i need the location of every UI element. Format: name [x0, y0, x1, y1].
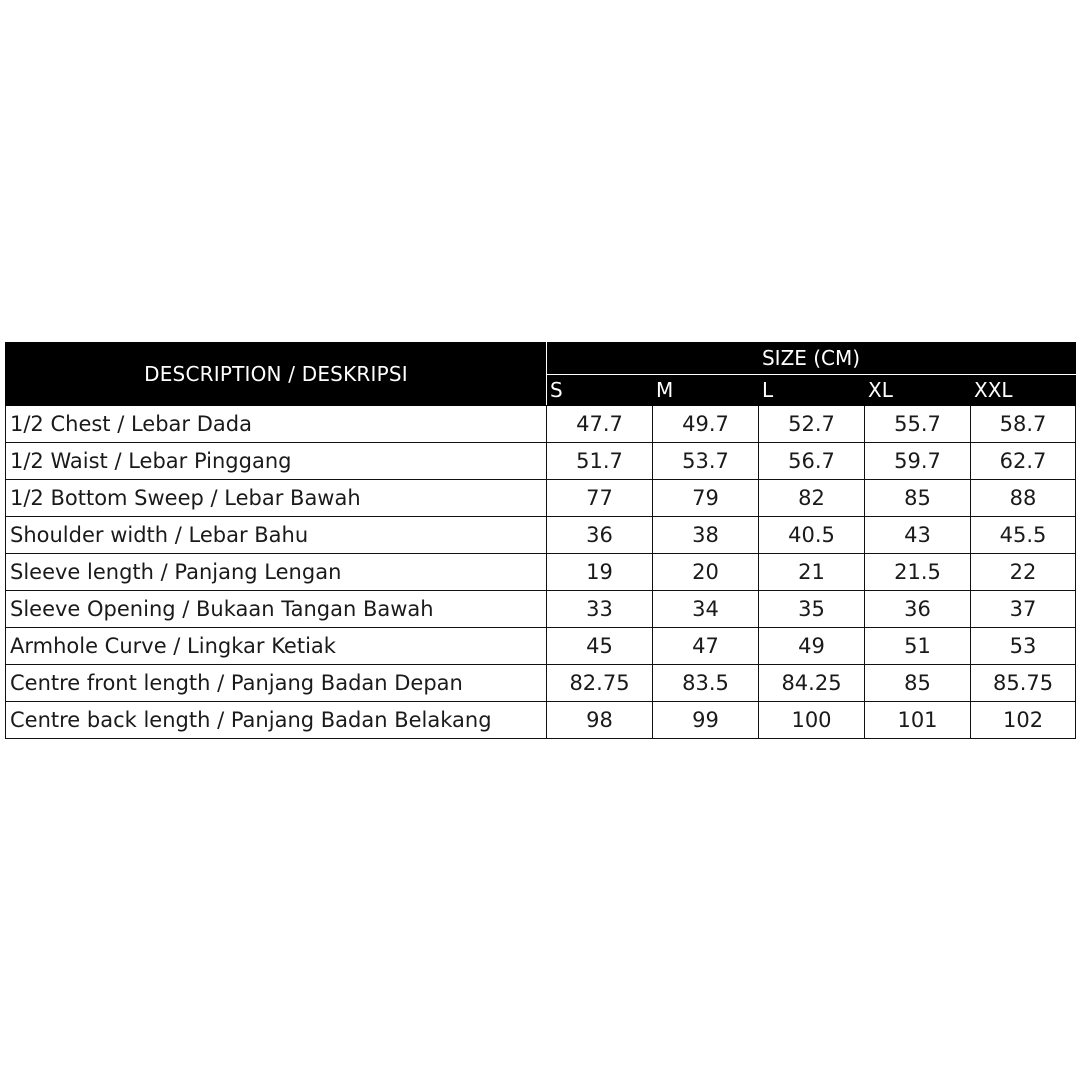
value-cell: 43: [865, 517, 971, 554]
table-row: [6, 554, 1076, 591]
value-cell: 84.25: [759, 665, 865, 702]
value-cell: 82.75: [547, 665, 653, 702]
value-cell: 59.7: [865, 443, 971, 480]
table-row: [6, 665, 1076, 702]
value-cell: 37: [971, 591, 1076, 628]
value-cell: 85.75: [971, 665, 1076, 702]
row-label: 1/2 Waist / Lebar Pinggang: [6, 443, 547, 480]
value-cell: 51.7: [547, 443, 653, 480]
table-row: [6, 702, 1076, 739]
value-cell: 56.7: [759, 443, 865, 480]
table-row: [6, 628, 1076, 665]
size-group-header: SIZE (CM): [547, 343, 1076, 375]
value-cell: 35: [759, 591, 865, 628]
value-cell: 21.5: [865, 554, 971, 591]
value-cell: 47.7: [547, 406, 653, 443]
value-cell: 45.5: [971, 517, 1076, 554]
value-cell: 102: [971, 702, 1076, 739]
value-cell: 55.7: [865, 406, 971, 443]
table-row: [6, 591, 1076, 628]
size-header-xxl: XXL: [971, 374, 1076, 406]
value-cell: 99: [653, 702, 759, 739]
table-row: [6, 443, 1076, 480]
value-cell: 33: [547, 591, 653, 628]
value-cell: 34: [653, 591, 759, 628]
value-cell: 79: [653, 480, 759, 517]
value-cell: 45: [547, 628, 653, 665]
value-cell: 40.5: [759, 517, 865, 554]
value-cell: 22: [971, 554, 1076, 591]
row-label: Centre front length / Panjang Badan Depan: [6, 665, 547, 702]
table-body: [6, 406, 1076, 739]
value-cell: 88: [971, 480, 1076, 517]
value-cell: 100: [759, 702, 865, 739]
value-cell: 83.5: [653, 665, 759, 702]
value-cell: 62.7: [971, 443, 1076, 480]
value-cell: 101: [865, 702, 971, 739]
row-label: 1/2 Bottom Sweep / Lebar Bawah: [6, 480, 547, 517]
value-cell: 85: [865, 665, 971, 702]
row-label: Armhole Curve / Lingkar Ketiak: [6, 628, 547, 665]
row-label: 1/2 Chest / Lebar Dada: [6, 406, 547, 443]
value-cell: 53: [971, 628, 1076, 665]
value-cell: 19: [547, 554, 653, 591]
value-cell: 53.7: [653, 443, 759, 480]
value-cell: 85: [865, 480, 971, 517]
table-row: [6, 480, 1076, 517]
value-cell: 47: [653, 628, 759, 665]
value-cell: 36: [865, 591, 971, 628]
size-header-xl: XL: [865, 374, 971, 406]
value-cell: 20: [653, 554, 759, 591]
description-header: DESCRIPTION / DESKRIPSI: [6, 343, 547, 406]
table-row: [6, 517, 1076, 554]
table-row: [6, 406, 1076, 443]
size-header-m: M: [653, 374, 759, 406]
row-label: Sleeve Opening / Bukaan Tangan Bawah: [6, 591, 547, 628]
value-cell: 38: [653, 517, 759, 554]
row-label: Sleeve length / Panjang Lengan: [6, 554, 547, 591]
table-header: [6, 343, 1076, 406]
value-cell: 36: [547, 517, 653, 554]
value-cell: 82: [759, 480, 865, 517]
value-cell: 51: [865, 628, 971, 665]
value-cell: 21: [759, 554, 865, 591]
size-header-l: L: [759, 374, 865, 406]
value-cell: 49: [759, 628, 865, 665]
value-cell: 52.7: [759, 406, 865, 443]
value-cell: 58.7: [971, 406, 1076, 443]
value-cell: 98: [547, 702, 653, 739]
value-cell: 49.7: [653, 406, 759, 443]
row-label: Shoulder width / Lebar Bahu: [6, 517, 547, 554]
size-chart-table: [5, 342, 1076, 739]
header-row-top: [6, 343, 1076, 375]
row-label: Centre back length / Panjang Badan Belakang: [6, 702, 547, 739]
value-cell: 77: [547, 480, 653, 517]
size-header-s: S: [547, 374, 653, 406]
